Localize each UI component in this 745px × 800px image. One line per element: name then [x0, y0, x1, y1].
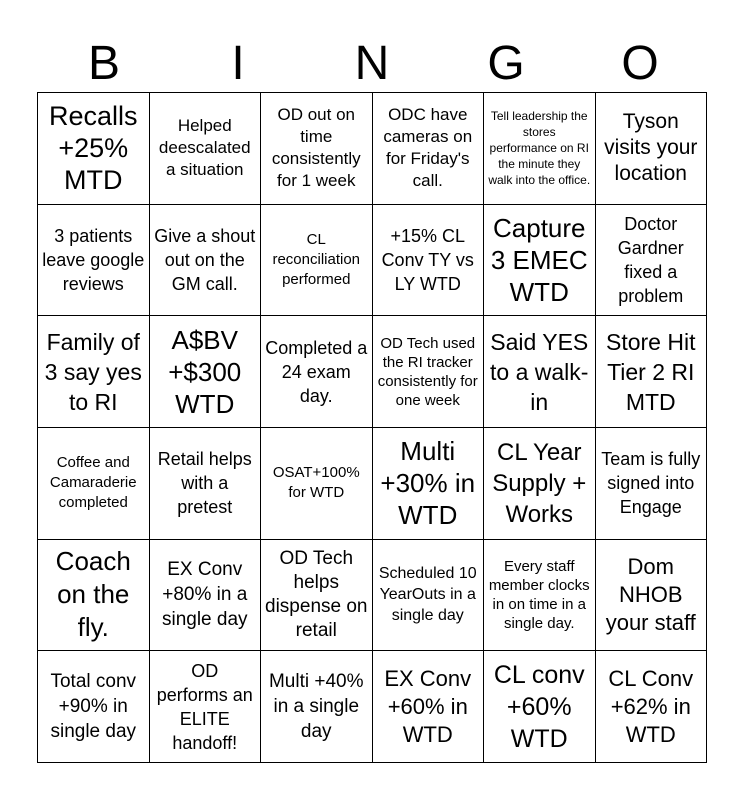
bingo-cell[interactable] — [261, 316, 373, 428]
bingo-cell-text: A$BV +$300 WTD — [168, 324, 242, 419]
bingo-cell[interactable] — [595, 427, 707, 539]
bingo-cell-text: OD performs an ELITE handoff! — [156, 660, 253, 753]
bingo-row — [38, 316, 707, 428]
bingo-cell-text: Total conv +90% in single day — [50, 671, 137, 743]
bingo-cell[interactable] — [484, 427, 596, 539]
bingo-cell-text: CL Conv +62% in WTD — [608, 665, 694, 747]
bingo-cell[interactable] — [372, 204, 484, 316]
header-letter-b: B — [87, 37, 120, 90]
header-letter-o: O — [621, 37, 659, 90]
bingo-cell[interactable] — [595, 204, 707, 316]
bingo-cell[interactable] — [595, 651, 707, 763]
header-letter-n: N — [354, 37, 390, 90]
bingo-cell[interactable] — [372, 539, 484, 651]
bingo-cell-text: Dom NHOB your staff — [605, 553, 696, 635]
bingo-cell[interactable] — [261, 651, 373, 763]
bingo-cell-text: OD Tech used the RI tracker consistently for one week — [377, 334, 478, 409]
bingo-cell-text: CL conv +60% WTD — [493, 660, 585, 753]
bingo-cell[interactable] — [149, 427, 261, 539]
bingo-cell-text: Said YES to a walk-in — [490, 328, 589, 415]
bingo-cell-text: Tell leadership the stores performance on RI the minute they walk into the office. — [488, 109, 591, 188]
header-letter-g: G — [487, 37, 525, 90]
bingo-cell-text: Give a shout out on the GM call. — [154, 225, 256, 294]
bingo-cell-text: CL reconciliation performed — [272, 230, 361, 288]
bingo-cell-text: Team is fully signed into Engage — [601, 449, 701, 518]
bingo-cell[interactable] — [372, 427, 484, 539]
bingo-cell[interactable] — [149, 651, 261, 763]
bingo-cell-text: Capture 3 EMEC WTD — [490, 212, 588, 307]
bingo-cell[interactable] — [38, 93, 150, 205]
bingo-cell-text: 3 patients leave google reviews — [42, 225, 145, 294]
bingo-cell-text: Every staff member clocks in on time in a single day. — [488, 557, 590, 632]
bingo-cell[interactable] — [595, 539, 707, 651]
bingo-cell-text: OSAT+100% for WTD — [272, 464, 360, 502]
bingo-cell[interactable] — [372, 316, 484, 428]
bingo-cell-text: +15% CL Conv TY vs LY WTD — [381, 225, 474, 294]
bingo-cell-text: Multi +30% in WTD — [380, 436, 476, 531]
bingo-cell-text: CL Year Supply + Works — [492, 438, 587, 528]
bingo-cell-text: Store Hit Tier 2 RI MTD — [606, 328, 696, 415]
bingo-cell[interactable] — [484, 204, 596, 316]
bingo-cell-text: Family of 3 say yes to RI — [44, 328, 142, 415]
bingo-cell[interactable] — [149, 204, 261, 316]
bingo-row — [38, 651, 707, 763]
bingo-cell[interactable] — [38, 204, 150, 316]
bingo-cell-text: Doctor Gardner fixed a problem — [617, 213, 684, 306]
bingo-cell[interactable] — [595, 316, 707, 428]
bingo-cell[interactable] — [149, 93, 261, 205]
bingo-cell[interactable] — [261, 427, 373, 539]
bingo-card-grid — [37, 92, 707, 763]
bingo-cell-text: OD out on time consistently for 1 week — [271, 105, 361, 191]
bingo-cell[interactable] — [484, 651, 596, 763]
bingo-cell[interactable] — [149, 539, 261, 651]
bingo-cell-text: Tyson visits your location — [604, 110, 698, 186]
bingo-cell[interactable] — [261, 204, 373, 316]
bingo-cell-text: Recalls +25% MTD — [48, 101, 138, 196]
bingo-cell[interactable] — [372, 93, 484, 205]
bingo-cell[interactable] — [38, 539, 150, 651]
bingo-cell[interactable] — [149, 316, 261, 428]
bingo-cell[interactable] — [38, 427, 150, 539]
bingo-cell-text: Helped deescalated a situation — [158, 116, 251, 180]
bingo-cell[interactable] — [484, 539, 596, 651]
bingo-cell[interactable] — [484, 316, 596, 428]
bingo-cell-text: Retail helps with a pretest — [157, 449, 252, 518]
bingo-cell-text: EX Conv +60% in WTD — [384, 665, 472, 747]
bingo-cell-text: Multi +40% in a single day — [268, 671, 364, 743]
bingo-cell-text: OD Tech helps dispense on retail — [265, 547, 368, 641]
header-letter-i: I — [231, 37, 245, 90]
bingo-cell-text: Coffee and Camaraderie completed — [49, 454, 137, 512]
bingo-cell[interactable] — [38, 316, 150, 428]
bingo-header — [37, 36, 707, 92]
bingo-cell[interactable] — [484, 93, 596, 205]
bingo-cell[interactable] — [595, 93, 707, 205]
bingo-cell[interactable] — [38, 651, 150, 763]
bingo-cell[interactable] — [261, 93, 373, 205]
bingo-cell[interactable] — [261, 539, 373, 651]
bingo-cell-text: Completed a 24 exam day. — [265, 337, 368, 406]
bingo-row — [38, 427, 707, 539]
bingo-cell-text: Scheduled 10 YearOuts in a single day — [378, 565, 477, 625]
bingo-cell-text: EX Conv +80% in a single day — [161, 559, 248, 631]
bingo-cell-text: Coach on the fly. — [55, 546, 131, 643]
bingo-row — [38, 204, 707, 316]
bingo-row — [38, 539, 707, 651]
bingo-cell[interactable] — [372, 651, 484, 763]
bingo-row — [38, 93, 707, 205]
bingo-cell-text: ODC have cameras on for Friday's call. — [383, 105, 473, 191]
